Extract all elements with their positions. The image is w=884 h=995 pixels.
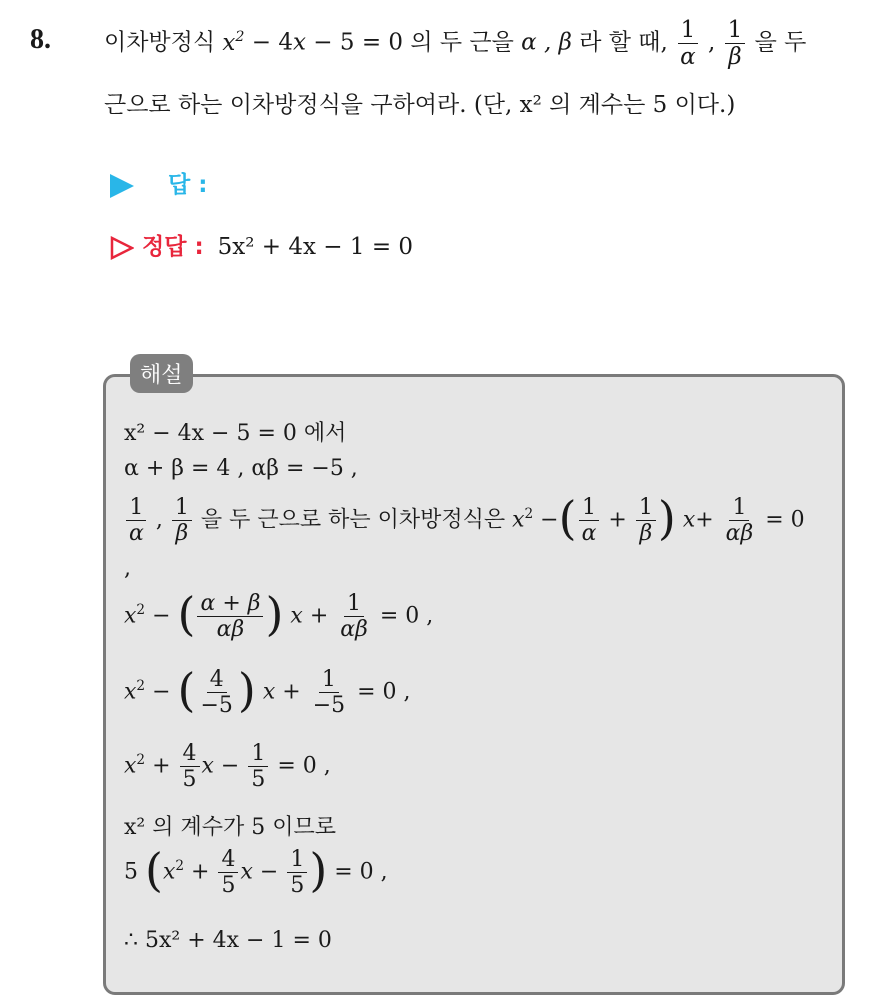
question-text: 라 할 때,: [579, 29, 668, 56]
answer-label: 답 :: [168, 172, 208, 198]
question-equation: $x^2$: [222, 28, 245, 56]
solution-step-1: x² − 4x − 5 = 0 에서: [124, 421, 347, 446]
outline-play-icon: [110, 236, 134, 260]
correct-answer-label: 정답 :: [142, 234, 204, 260]
question-text: 의 두 근을: [410, 29, 514, 56]
correct-answer-row: [110, 228, 413, 261]
play-icon: [110, 174, 134, 198]
question-text: 이차방정식: [104, 29, 216, 56]
solution-comma: ,: [124, 556, 131, 581]
solution-final: ∴ 5x² + 4x − 1 = 0: [124, 928, 332, 953]
question-line-2: 근으로 하는 이차방정식을 구하여라. (단, x² 의 계수는 5 이다.): [104, 92, 736, 118]
solution-step-2: α + β = 4 , αβ = −5 ,: [124, 456, 358, 481]
question-line-1: 이차방정식 $x^2 - 4x - 5 = 0$ 의 두 근을 α , β 라 할 때, $\frac{1}{\alpha}$ , $\frac{1}{\beta}$ 을 두: [104, 17, 807, 71]
answer-row: [110, 166, 207, 199]
fraction-one-over-beta: $\frac{1}{\beta}$: [725, 18, 746, 69]
solution-step-8: 5 ($x^2$ + $\frac{4}{5}$ x − $\frac{1}{5}$ ) = 0 ,: [124, 842, 388, 899]
question-number: 8.: [30, 24, 51, 55]
solution-step-7: x² 의 계수가 5 이므로: [124, 815, 336, 840]
solution-text: 을 두 근으로 하는 이차방정식은: [200, 507, 506, 533]
solution-step-5: $x^2$ − ( $\frac{4}{-5}$ ) x + $\frac{1}{-5}$ = 0 ,: [124, 662, 411, 719]
question-roots: α , β: [521, 29, 572, 56]
solution-tag: 해설: [130, 354, 193, 393]
solution-step-3: $\frac{1}{\alpha}$ , $\frac{1}{\beta}$ 을 두 근으로 하는 이차방정식은 $x^2$ −( $\frac{1}{\alpha}$ + $\frac{1}{\beta}$ ) x+ $\frac{1}{\alpha\beta}$ = 0: [124, 496, 805, 545]
correct-answer-value: 5x² + 4x − 1 = 0: [217, 234, 414, 260]
question-text: 을 두: [754, 29, 807, 56]
fraction-one-over-alpha: $\frac{1}{\alpha}$: [677, 18, 699, 69]
solution-step-6: $x^2$ + $\frac{4}{5}$ x − $\frac{1}{5}$ = 0 ,: [124, 741, 331, 793]
solution-step-4: $x^2$ − ( $\frac{\alpha + \beta}{\alpha\beta}$ ) x + $\frac{1}{\alpha\beta}$ = 0 ,: [124, 586, 434, 643]
